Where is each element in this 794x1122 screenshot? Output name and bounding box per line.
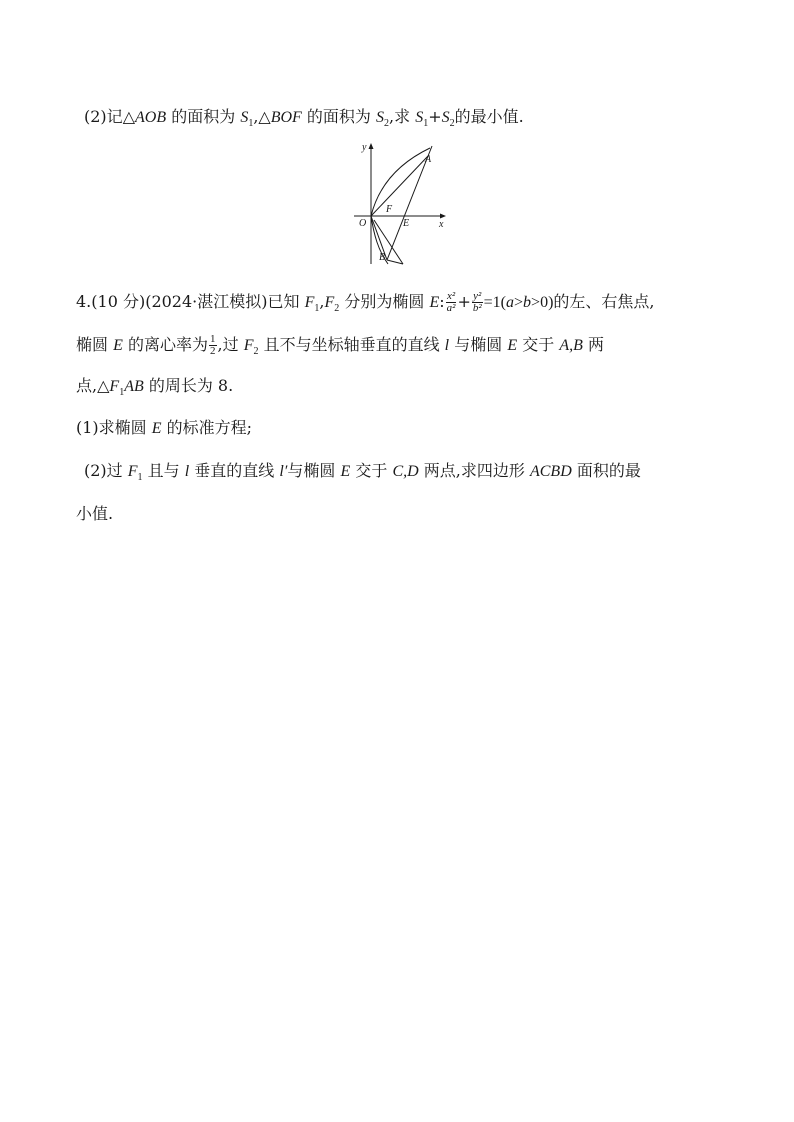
label-f: F	[386, 204, 393, 215]
fraction-x2-a2: $\frac{\text{x²}}{\text{a²}}$	[446, 290, 456, 314]
label-o: O	[359, 218, 367, 229]
label-b: B	[379, 252, 386, 263]
q4-part1: (1)求椭圆 E 的标准方程;	[76, 418, 253, 437]
fraction-one-half: $\frac{1}{2}$	[210, 333, 216, 357]
q4-line3: 点$,\triangle F_1AB$ 的周长为 8.	[76, 376, 234, 399]
label-a: A	[425, 154, 432, 165]
q4-part2-line2: 小值.	[76, 504, 114, 523]
q4-line2: 椭圆 E 的离心率为 $\frac{1}{2}$ ,过 $F_2$ 且不与坐标轴垂直的直线 l 与椭圆 E 交于 A,B 两	[76, 333, 604, 358]
parabola-figure	[350, 140, 450, 268]
y-axis-arrow	[369, 143, 374, 149]
fraction-y2-b2: $\frac{\text{y²}}{\text{b²}}$	[472, 290, 482, 314]
q3-part2-text: (2)记△AOB 的面积为 $S_1,\triangle BOF$ 的面积为 $S_2$,求 $S_1+S_2$的最小值.	[84, 107, 524, 130]
segment-oa	[371, 156, 428, 216]
label-e: E	[403, 218, 410, 229]
x-axis-arrow	[440, 214, 446, 219]
label-x: x	[439, 219, 444, 230]
q4-line1: 4.(10 分)(2024·湛江模拟)已知 $F_1,F_2$ 分别为椭圆 E: $\frac{\text{x²}}{\text{a²}}$ + $\frac{\text{y²}}{\text{b²}}$ =1(a>b>0)的左、右焦点,	[76, 290, 655, 315]
q4-part2-line1: (2)过 $F_1$ 且与 l 垂直的直线 l′与椭圆 E 交于 C,D 两点,求四边形 ACBD 面积的最	[84, 461, 641, 484]
label-y: y	[362, 142, 367, 153]
